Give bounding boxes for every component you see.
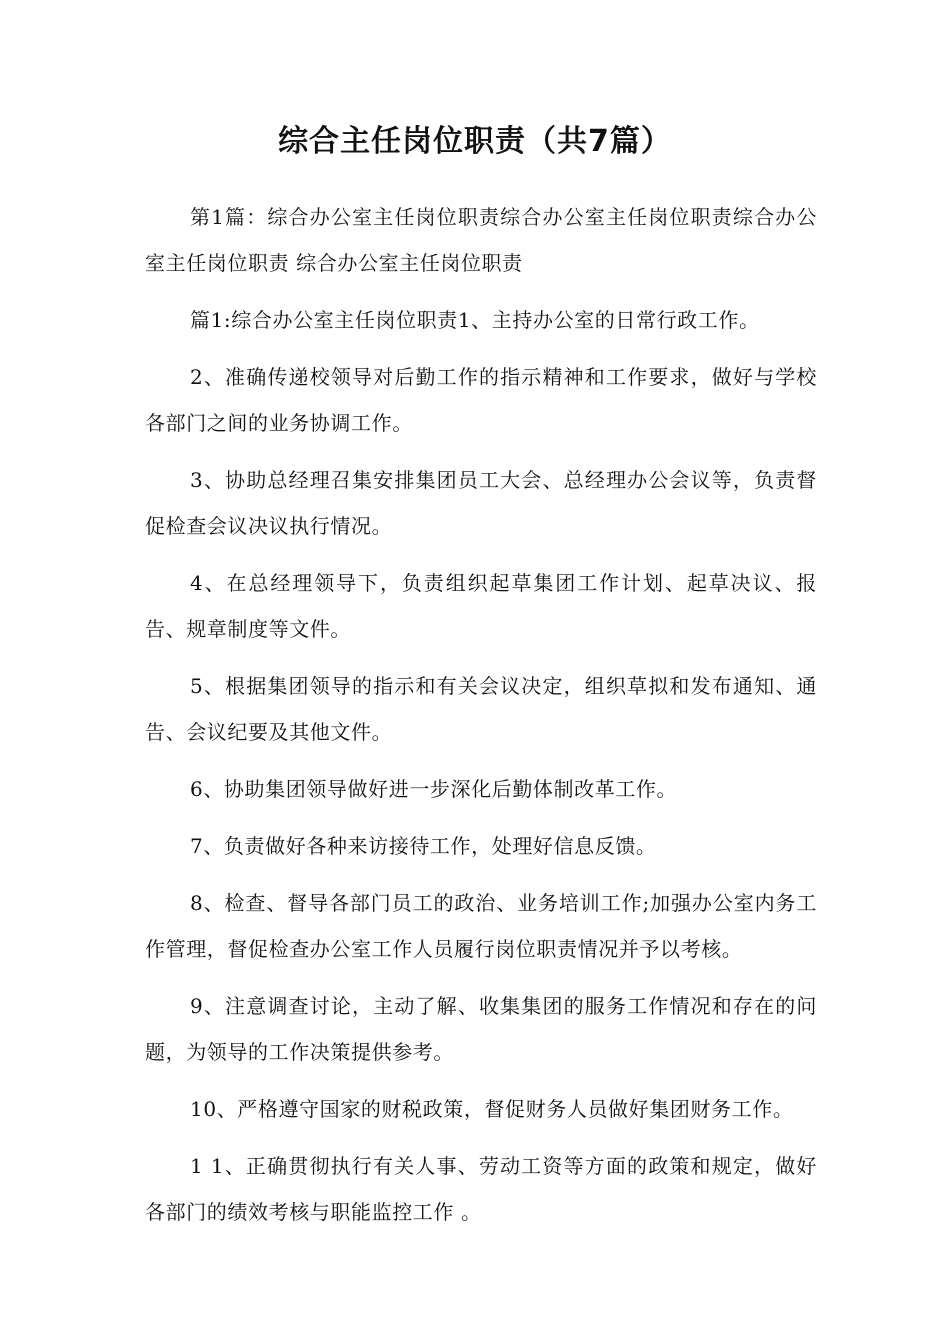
paragraph-item-8: 8、检查、督导各部门员工的政治、业务培训工作;加强办公室内务工作管理，督促检查办公室工作人员履行岗位职责情况并予以考核。 [145,891,817,961]
paragraph-item-9: 9、注意调查讨论，主动了解、收集集团的服务工作情况和存在的问题，为领导的工作决策提供参考。 [145,994,817,1064]
paragraph-item-6: 6、协助集团领导做好进一步深化后勤体制改革工作。 [190,777,678,801]
paragraph-item-3: 3、协助总经理召集安排集团员工大会、总经理办公会议等，负责督促检查会议决议执行情况。 [145,468,817,538]
document-body [145,194,817,1246]
paragraph-item-2: 2、准确传递校领导对后勤工作的指示精神和工作要求，做好与学校各部门之间的业务协调工作。 [145,365,817,435]
paragraph-intro: 第1篇：综合办公室主任岗位职责综合办公室主任岗位职责综合办公室主任岗位职责 综合办公室主任岗位职责 [145,205,817,275]
paragraph-item-4: 4、在总经理领导下，负责组织起草集团工作计划、起草决议、报告、规章制度等文件。 [145,571,817,641]
paragraph-item-5: 5、根据集团领导的指示和有关会议决定，组织草拟和发布通知、通告、会议纪要及其他文件。 [145,674,817,744]
paragraph-item-7: 7、负责做好各种来访接待工作，处理好信息反馈。 [190,834,657,858]
paragraph-item-10: 10、严格遵守国家的财税政策，督促财务人员做好集团财务工作。 [190,1097,794,1121]
paragraph-item-11: 1 1、正确贯彻执行有关人事、劳动工资等方面的政策和规定，做好各部门的绩效考核与职能监控工作 。 [145,1154,817,1224]
document-title: 综合主任岗位职责（共7篇） [278,124,672,159]
paragraph-item-1: 篇1:综合办公室主任岗位职责1、主持办公室的日常行政工作。 [190,308,760,332]
